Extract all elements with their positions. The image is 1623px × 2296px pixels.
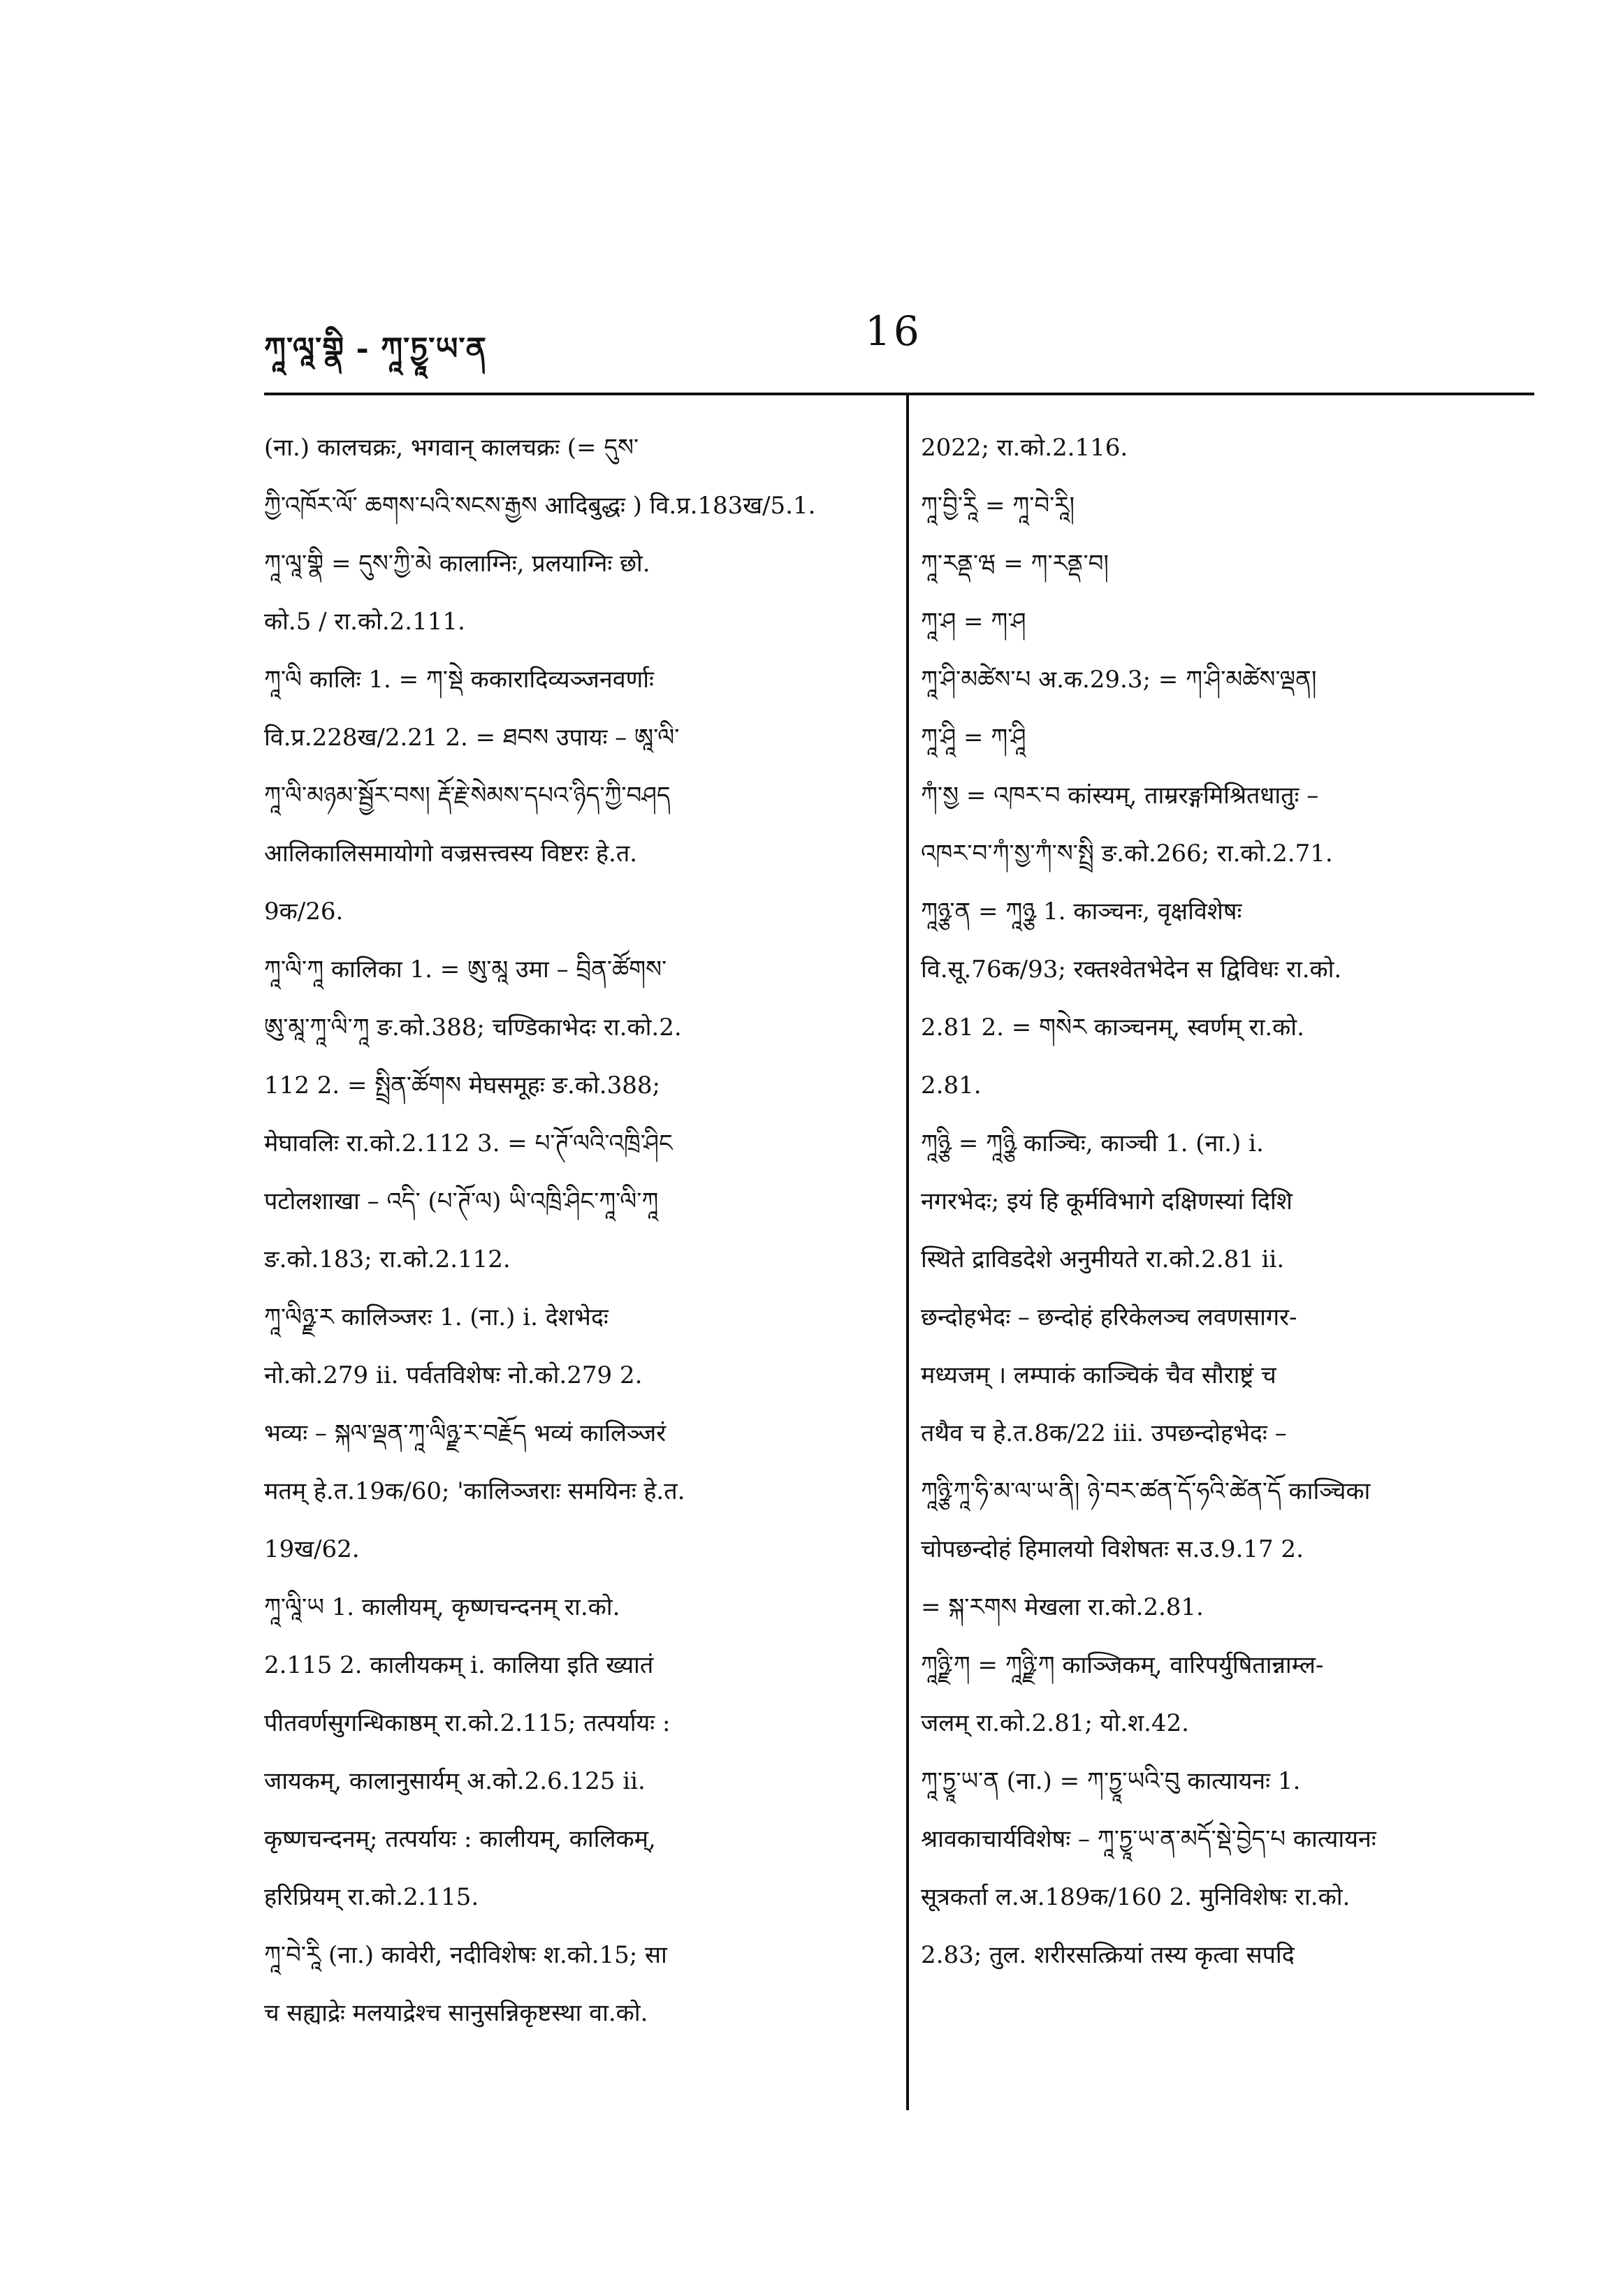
text-line: कृष्णचन्दनम्; तत्पर्यायः : कालीयम्, कालिकम्,: [264, 1825, 656, 1853]
text-line: ཀཱཉྩི་ཀཱ་ཧི་མ་ལ་ཡ་ནི། ཉེ་བར་ཚན་དོ་ཧའི་ཚེན་དོ काञ्चिका: [921, 1477, 1371, 1505]
text-line: 2.115 2. कालीयकम् i. कालिया इति ख्यातं: [264, 1651, 654, 1679]
text-line: पटोलशाखा – འདི་ (པ་ཊོ་ལ) ཡི་འཁྲི་ཤིང་ཀཱ་ལི་ཀཱ: [264, 1187, 659, 1215]
page-header: [264, 307, 1536, 384]
text-line: ཀཱ་ལཱ་གྣི = དུས་ཀྱི་མེ कालाग्निः, प्रलयाग्निः छो.: [264, 550, 650, 578]
header-rule: [264, 393, 1534, 395]
text-line: ཀཱ་རནྡ་ཝ = ཀ་རནྡ་བ།: [921, 550, 1109, 578]
text-line: नगरभेदः; इयं हि कूर्मविभागे दक्षिणस्यां दिशि: [921, 1187, 1293, 1215]
text-line: ཀཱཉྫི་ཀ = ཀཱཉྫི་ཀ काञ्जिकम्, वारिपर्युषितान्नाम्ल-: [921, 1651, 1324, 1679]
text-line: 2.83; तुल. शरीरसत्क्रियां तस्य कृत्वा सपदि: [921, 1941, 1295, 1969]
text-line: हरिप्रियम् रा.को.2.115.: [264, 1883, 479, 1911]
left-column: [264, 419, 872, 2042]
text-line: ཀཱ་ལི་ཀཱ कालिका 1. = ཨུ་མཱ उमा – བྲིན་ཚོགས་: [264, 956, 667, 984]
text-line: छन्दोहभेदः – छन्दोहं हरिकेलञ्च लवणसागर-: [921, 1303, 1297, 1331]
text-line: नो.को.279 ii. पर्वतविशेषः नो.को.279 2.: [264, 1361, 643, 1389]
text-line: ཀཱ་ཏྱཱ་ཡ་ན (ना.) = ཀ་ཏྱཱ་ཡའི་བུ कात्यायनः 1.: [921, 1767, 1301, 1795]
running-head: ཀཱ་ལཱ་གྣི - ཀཱ་ཏྱཱ་ཡ་ན: [264, 331, 488, 367]
text-line: ཀྱི་འཁོར་ལོ་ ཆགས་པའི་སངས་རྒྱས आदिबुद्धः ) वि.प्र.183ख/5.1.: [264, 492, 816, 520]
text-line: ཀཱ་བྱི་རཱི = ཀཱ་བེ་རཱི།: [921, 492, 1075, 520]
text-line: श्रावकाचार्यविशेषः – ཀཱ་ཏྱཱ་ཡ་ན་མདོ་སྡེ་བྱེད་པ कात्यायनः: [921, 1825, 1376, 1853]
text-line: वि.सू.76क/93; रक्तश्वेतभेदेन स द्विविधः रा.को.: [921, 956, 1342, 984]
text-line: ཨུ་མཱ་ཀཱ་ལི་ཀཱ ङ.को.388; चण्डिकाभेदः रा.को.2.: [264, 1014, 682, 1041]
text-line: भव्यः – སྐལ་ལྡན་ཀཱ་ལིཉྫ་ར་བརྗོད भव्यं कालिञ्जरं: [264, 1419, 667, 1447]
text-line: को.5 / रा.को.2.111.: [264, 608, 465, 636]
text-line: ཀཾ་སྱ = འཁར་བ कांस्यम्, ताम्ररङ्गमिश्रितधातुः –: [921, 782, 1319, 810]
right-column: [921, 419, 1529, 1984]
text-line: ཀཱ་ལཱི་ཡ 1. कालीयम्, कृष्णचन्दनम् रा.को.: [264, 1593, 620, 1621]
text-line: ཀཱ་བེ་རཱི (ना.) कावेरी, नदीविशेषः श.को.15; सा: [264, 1941, 667, 1969]
page-number: 16: [865, 307, 922, 355]
text-line: འཁར་བ་ཀཾ་སྱ་ཀཾ་ས་སྤྲི ङ.को.266; रा.को.2.71.: [921, 840, 1333, 868]
text-line: मध्यजम् । लम्पाकं काञ्चिकं चैव सौराष्ट्रं च: [921, 1361, 1276, 1389]
text-line: जायकम्, कालानुसार्यम् अ.को.2.6.125 ii.: [264, 1767, 646, 1795]
text-line: ཀཱཉྩ་ན = ཀཱཉྩ 1. काञ्चनः, वृक्षविशेषः: [921, 898, 1242, 926]
text-line: ཀཱ་ཤི་མཚེས་པ अ.क.29.3; = ཀ་ཤི་མཚེས་ལྡན།: [921, 666, 1317, 694]
text-line: च सह्याद्रेः मलयाद्रेश्च सानुसन्निकृष्टस्था वा.को.: [264, 1999, 648, 2027]
text-line: स्थिते द्राविडदेशे अनुमीयते रा.को.2.81 ii.: [921, 1245, 1285, 1273]
text-line: वि.प्र.228ख/2.21 2. = ཐབས उपायः – ཨཱ་ལི་: [264, 724, 680, 752]
text-line: 112 2. = སྤྲིན་ཚོགས मेघसमूहः ङ.को.388;: [264, 1072, 660, 1099]
text-line: ङ.को.183; रा.को.2.112.: [264, 1245, 511, 1273]
text-line: ཀཱ་ཤཱི = ཀ་ཤཱི: [921, 724, 1026, 752]
text-line: 2022; रा.को.2.116.: [921, 434, 1128, 462]
text-line: जलम् रा.को.2.81; यो.श.42.: [921, 1709, 1189, 1737]
text-line: 2.81.: [921, 1072, 982, 1099]
text-line: मतम् हे.त.19क/60; 'कालिञ्जराः समयिनः हे.त.: [264, 1477, 685, 1505]
text-line: ཀཱ་ལི་མཉམ་སྦྱོར་བས། རྡོ་རྗེ་སེམས་དཔའ་ཉིད་ཀྱི་བཤད: [264, 782, 671, 810]
text-line: तथैव च हे.त.8क/22 iii. उपछन्दोहभेदः –: [921, 1419, 1287, 1447]
text-line: ཀཱ་ཤ = ཀ་ཤ: [921, 608, 1026, 636]
text-line: 2.81 2. = གསེར काञ्चनम्, स्वर्णम् रा.को.: [921, 1014, 1304, 1041]
text-line: (ना.) कालचक्रः, भगवान् कालचक्रः (= དུས་: [264, 434, 639, 462]
text-line: = སྐ་རགས मेखला रा.को.2.81.: [921, 1593, 1204, 1621]
text-line: मेघावलिः रा.को.2.112 3. = པ་ཊོ་ལའི་འཁྲི་ཤིང: [264, 1129, 673, 1157]
text-line: चोपछन्दोहं हिमालयो विशेषतः स.उ.9.17 2.: [921, 1535, 1304, 1563]
text-line: ཀཱ་ལི कालिः 1. = ཀ་སྡེ ककारादिव्यञ्जनवर्णाः: [264, 666, 654, 694]
text-line: 19ख/62.: [264, 1535, 360, 1563]
text-line: सूत्रकर्ता ल.अ.189क/160 2. मुनिविशेषः रा.को.: [921, 1883, 1351, 1911]
text-line: 9क/26.: [264, 898, 344, 926]
text-line: आलिकालिसमायोगो वज्रसत्त्वस्य विष्टरः हे.त.: [264, 840, 638, 868]
text-line: ཀཱཉྩི = ཀཱཉྩི काञ्चिः, काञ्ची 1. (ना.) i.: [921, 1129, 1264, 1157]
column-divider: [906, 395, 909, 2110]
text-line: पीतवर्णसुगन्धिकाष्ठम् रा.को.2.115; तत्पर्यायः :: [264, 1709, 671, 1737]
text-line: ཀཱ་ལིཉྫ་ར कालिञ्जरः 1. (ना.) i. देशभेदः: [264, 1303, 609, 1331]
